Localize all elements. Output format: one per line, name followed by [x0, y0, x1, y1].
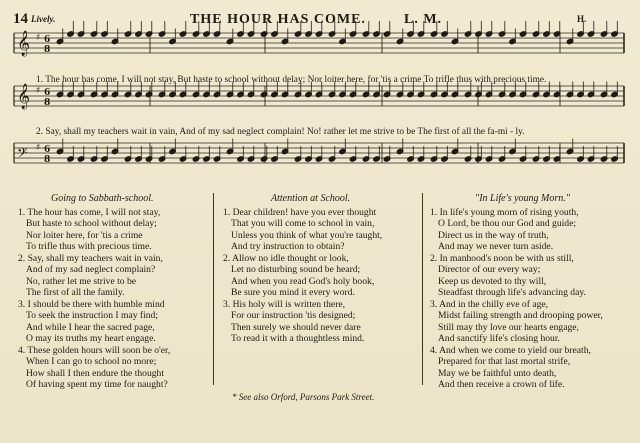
clef-icon: 𝄞: [17, 84, 31, 109]
author-mark: H.: [577, 14, 587, 24]
stanza-col3-2: [430, 253, 586, 298]
verse-line: Midst failing strength and drooping power,: [438, 310, 603, 322]
verse-line: The first of all the family.: [26, 286, 125, 298]
footnote: * See also Orford, Parsons Park Street.: [232, 392, 375, 402]
verse-line: Direct us in the way of truth,: [438, 229, 549, 241]
verse-line: 2. Allow no idle thought or look,: [223, 253, 349, 264]
stanza-col2-2: [223, 253, 374, 298]
stanza-col3-3: [430, 299, 603, 344]
verse-line: To read it with a thoughtless mind.: [231, 332, 365, 344]
key-signature-icon: ♯: [36, 86, 41, 96]
verse-line: Director of our every way;: [438, 264, 541, 276]
column-title-going-to-sabbath-school: Going to Sabbath-school.: [51, 193, 154, 204]
verse-line: But haste to school without delay;: [26, 218, 157, 230]
stanza-col2-1: [223, 207, 382, 252]
verse-line: When I can go to school no more;: [26, 356, 157, 368]
verse-line: For our instruction 'tis designed;: [231, 310, 356, 322]
verse-line: And try instruction to obtain?: [231, 240, 345, 252]
column-title-attention-at-school: Attention at School.: [271, 193, 351, 204]
verse-line: 2. Say, shall my teachers wait in vain,: [18, 253, 163, 264]
lyric-line-verse-2: 2. Say, shall my teachers wait in vain, And of my sad neglect complain! No! rather let me strive to be The first of all the fa-mi - ly.: [36, 127, 525, 137]
clef-icon: 𝄞: [17, 31, 31, 56]
svg-text:8: 8: [44, 155, 51, 165]
stanza-col3-1: [430, 207, 579, 252]
tempo-marking: Lively.: [31, 14, 56, 24]
verse-line: O may its truths my heart engage.: [26, 332, 156, 344]
verse-line: Then surely we should never dare: [231, 321, 361, 333]
key-signature-icon: ♯: [36, 33, 41, 43]
verse-line: 2. In manhood's noon be with us still,: [430, 253, 574, 264]
verse-line: And when you read God's holy book,: [231, 275, 375, 287]
verse-line: 1. The hour has come, I will not stay,: [18, 207, 161, 218]
verse-line: Unless you think of what you're taught,: [231, 229, 383, 241]
verse-line: 4. And when we come to yield our breath,: [430, 345, 591, 356]
verse-line: 1. Dear children! have you ever thought: [223, 207, 377, 218]
verse-line: Still may thy love our hearts engage,: [438, 321, 579, 333]
verse-line: Be sure you mind it every word.: [231, 286, 355, 298]
verse-line: Of having spent my time for naught?: [26, 378, 168, 390]
column-divider-left: [213, 193, 214, 385]
verse-line: And sanctify life's closing hour.: [438, 332, 560, 344]
time-signature-icon: 6: [44, 145, 51, 155]
staff-notes: [56, 21, 618, 162]
svg-text:8: 8: [44, 45, 51, 55]
column-title-in-lifes-young-morn: "In Life's young Morn.": [475, 193, 570, 204]
column-divider-right: [422, 193, 423, 385]
time-signature-icon: 6: [44, 88, 51, 98]
lyric-line-verse-1: 1. The hour has come, I will not stay, But haste to school without delay; Nor loiter here, for 'tis a crime To trifle thus with precious time.: [36, 75, 547, 85]
verse-line: 3. His holy will is written there,: [223, 299, 346, 310]
verse-line: And while I hear the sacred page,: [26, 321, 155, 333]
verse-line: 1. In life's young morn of rising youth,: [430, 207, 579, 218]
page-number: 14: [13, 11, 28, 27]
verse-line: How shall I then endure the thought: [26, 367, 165, 379]
svg-text:8: 8: [44, 98, 51, 108]
verse-line: No, rather let me strive to be: [26, 275, 137, 287]
verse-line: To seek the instruction I may find;: [26, 310, 159, 322]
stanza-col1-1: [18, 207, 160, 252]
stanza-col1-4: [18, 345, 170, 390]
verse-line: Steadfast through life's advancing day.: [438, 286, 586, 298]
key-signature-icon: ♯: [36, 143, 41, 153]
stanza-col1-3: [18, 299, 165, 344]
verse-line: And of my sad neglect complain?: [26, 264, 156, 276]
staff-lines: [14, 33, 624, 163]
verse-line: O Lord, be thou our God and guide;: [438, 218, 577, 230]
staff-clefs: [17, 30, 50, 165]
stanza-col3-4: [430, 345, 591, 390]
time-signature-icon: 6: [44, 35, 51, 45]
verse-line: Nor loiter here, for 'tis a crime: [26, 229, 143, 241]
verse-line: 4. These golden hours will soon be o'er,: [18, 345, 171, 356]
verse-line: And then receive a crown of life.: [438, 378, 565, 390]
stanza-col2-3: [223, 299, 364, 344]
verse-line: May we be faithful unto death,: [438, 367, 557, 379]
verse-line: And may we never turn aside.: [438, 240, 554, 252]
verse-line: 3. I should be there with humble mind: [18, 299, 165, 310]
hymn-title: THE HOUR HAS COME.: [190, 12, 366, 27]
verse-line: To trifle thus with precious time.: [26, 240, 152, 252]
verse-line: Keep us devoted to thy will,: [438, 275, 547, 287]
clef-icon: 𝄢: [17, 145, 28, 164]
verse-line: Prepared for that last mortal strife,: [438, 356, 571, 368]
verse-line: 3. And in the chilly eve of age,: [430, 299, 549, 310]
verse-line: That you will come to school in vain,: [231, 218, 375, 230]
hymn-meter: L. M.: [404, 12, 443, 27]
stanza-col1-2: [18, 253, 163, 298]
verse-line: Let no disturbing sound be heard;: [231, 264, 361, 276]
